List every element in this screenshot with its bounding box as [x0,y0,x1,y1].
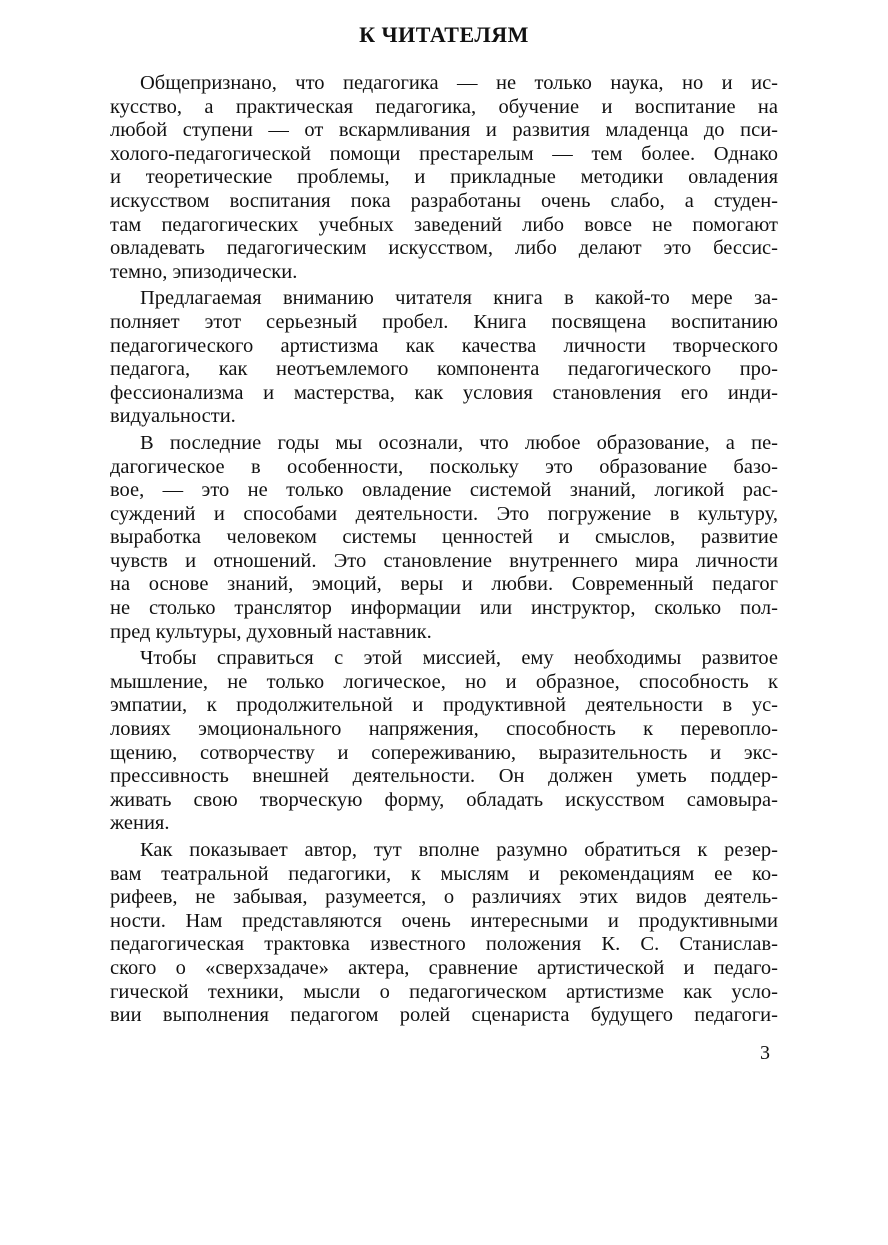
text-line: педагога, как неотъемлемого компонента педагогического про- [110,358,778,381]
text-line: суждений и способами деятельности. Это погружение в культуру, [110,502,778,525]
text-line: Предлагаемая вниманию читателя книга в какой-то мере за- [140,287,778,310]
text-line: кусство, а практическая педагогика, обучение и воспитание на [110,95,778,118]
text-line: эмпатии, к продолжительной и продуктивной деятельности в ус- [110,694,778,717]
text-line: и теоретические проблемы, и прикладные методики овладения [110,166,778,189]
text-line: видуальности. [110,405,236,428]
body-text [110,72,778,1028]
text-line: холого-педагогической помощи престарелым — тем более. Однако [110,142,778,165]
text-line: вое, — это не только овладение системой знаний, логикой рас- [110,479,778,502]
text-line: прессивность внешней деятельности. Он должен уметь поддер- [110,765,778,788]
text-line: ловиях эмоционального напряжения, способность к перевопло- [110,718,778,741]
text-line: там педагогических учебных заведений либо вовсе не помогают [110,213,778,236]
text-line: Общепризнано, что педагогика — не только наука, но и ис- [140,72,778,94]
text-line: рифеев, не забывая, разумеется, о различиях этих видов деятель- [110,886,778,909]
text-line: любой ступени — от вскармливания и развития младенца до пси- [110,119,778,142]
text-line: вии выполнения педагогом ролей сценариста будущего педагоги- [110,1004,778,1027]
text-line: Как показывает автор, тут вполне разумно обратиться к резер- [140,839,778,861]
text-line: не столько транслятор информации или инструктор, сколько пол- [110,597,778,620]
text-line: вам театральной педагогики, к мыслям и рекомендациям ее ко- [110,862,778,885]
text-line: Чтобы справиться с этой миссией, ему необходимы развитое [140,647,778,670]
text-line: мышление, не только логическое, но и образное, способность к [110,670,778,693]
text-line: овладевать педагогическим искусством, либо делают это бессис- [110,237,778,260]
text-line: полняет этот серьезный пробел. Книга посвящена воспитанию [110,310,778,333]
text-line: на основе знаний, эмоций, веры и любви. Современный педагог [110,573,778,596]
text-line: жения. [110,812,170,835]
text-line: В последние годы мы осознали, что любое образование, а пе- [140,431,778,454]
paragraph [110,72,778,284]
text-line: фессионализма и мастерства, как условия становления его инди- [110,381,778,404]
paragraph [110,839,778,1028]
page-title: К ЧИТАТЕЛЯМ [359,22,529,47]
text-line: педагогического артистизма как качества личности творческого [110,334,778,357]
text-line: искусством воспитания пока разработаны очень слабо, а студен- [110,189,778,212]
paragraph [110,287,778,429]
paragraph [110,647,778,836]
text-line: выработка человеком системы ценностей и смыслов, развитие [110,526,778,549]
text-line: пред культуры, духовный наставник. [110,620,432,643]
paragraph [110,432,778,644]
text-line: ского о «сверхзадаче» актера, сравнение артистической и педаго- [110,956,778,979]
text-line: гической техники, мысли о педагогическом артистизме как усло- [110,980,778,1003]
text-line: щению, сотворчеству и сопереживанию, выразительность и экс- [110,741,778,764]
text-line: темно, эпизодически. [110,260,298,283]
text-line: живать свою творческую форму, обладать искусством самовыра- [110,788,778,811]
text-line: дагогическое в особенности, поскольку это образование базо- [110,455,778,478]
text-line: ности. Нам представляются очень интересными и продуктивными [110,909,778,932]
text-line: чувств и отношений. Это становление внутреннего мира личности [110,549,778,572]
page-number: 3 [760,1042,770,1064]
text-line: педагогическая трактовка известного положения К. С. Станислав- [110,933,778,956]
